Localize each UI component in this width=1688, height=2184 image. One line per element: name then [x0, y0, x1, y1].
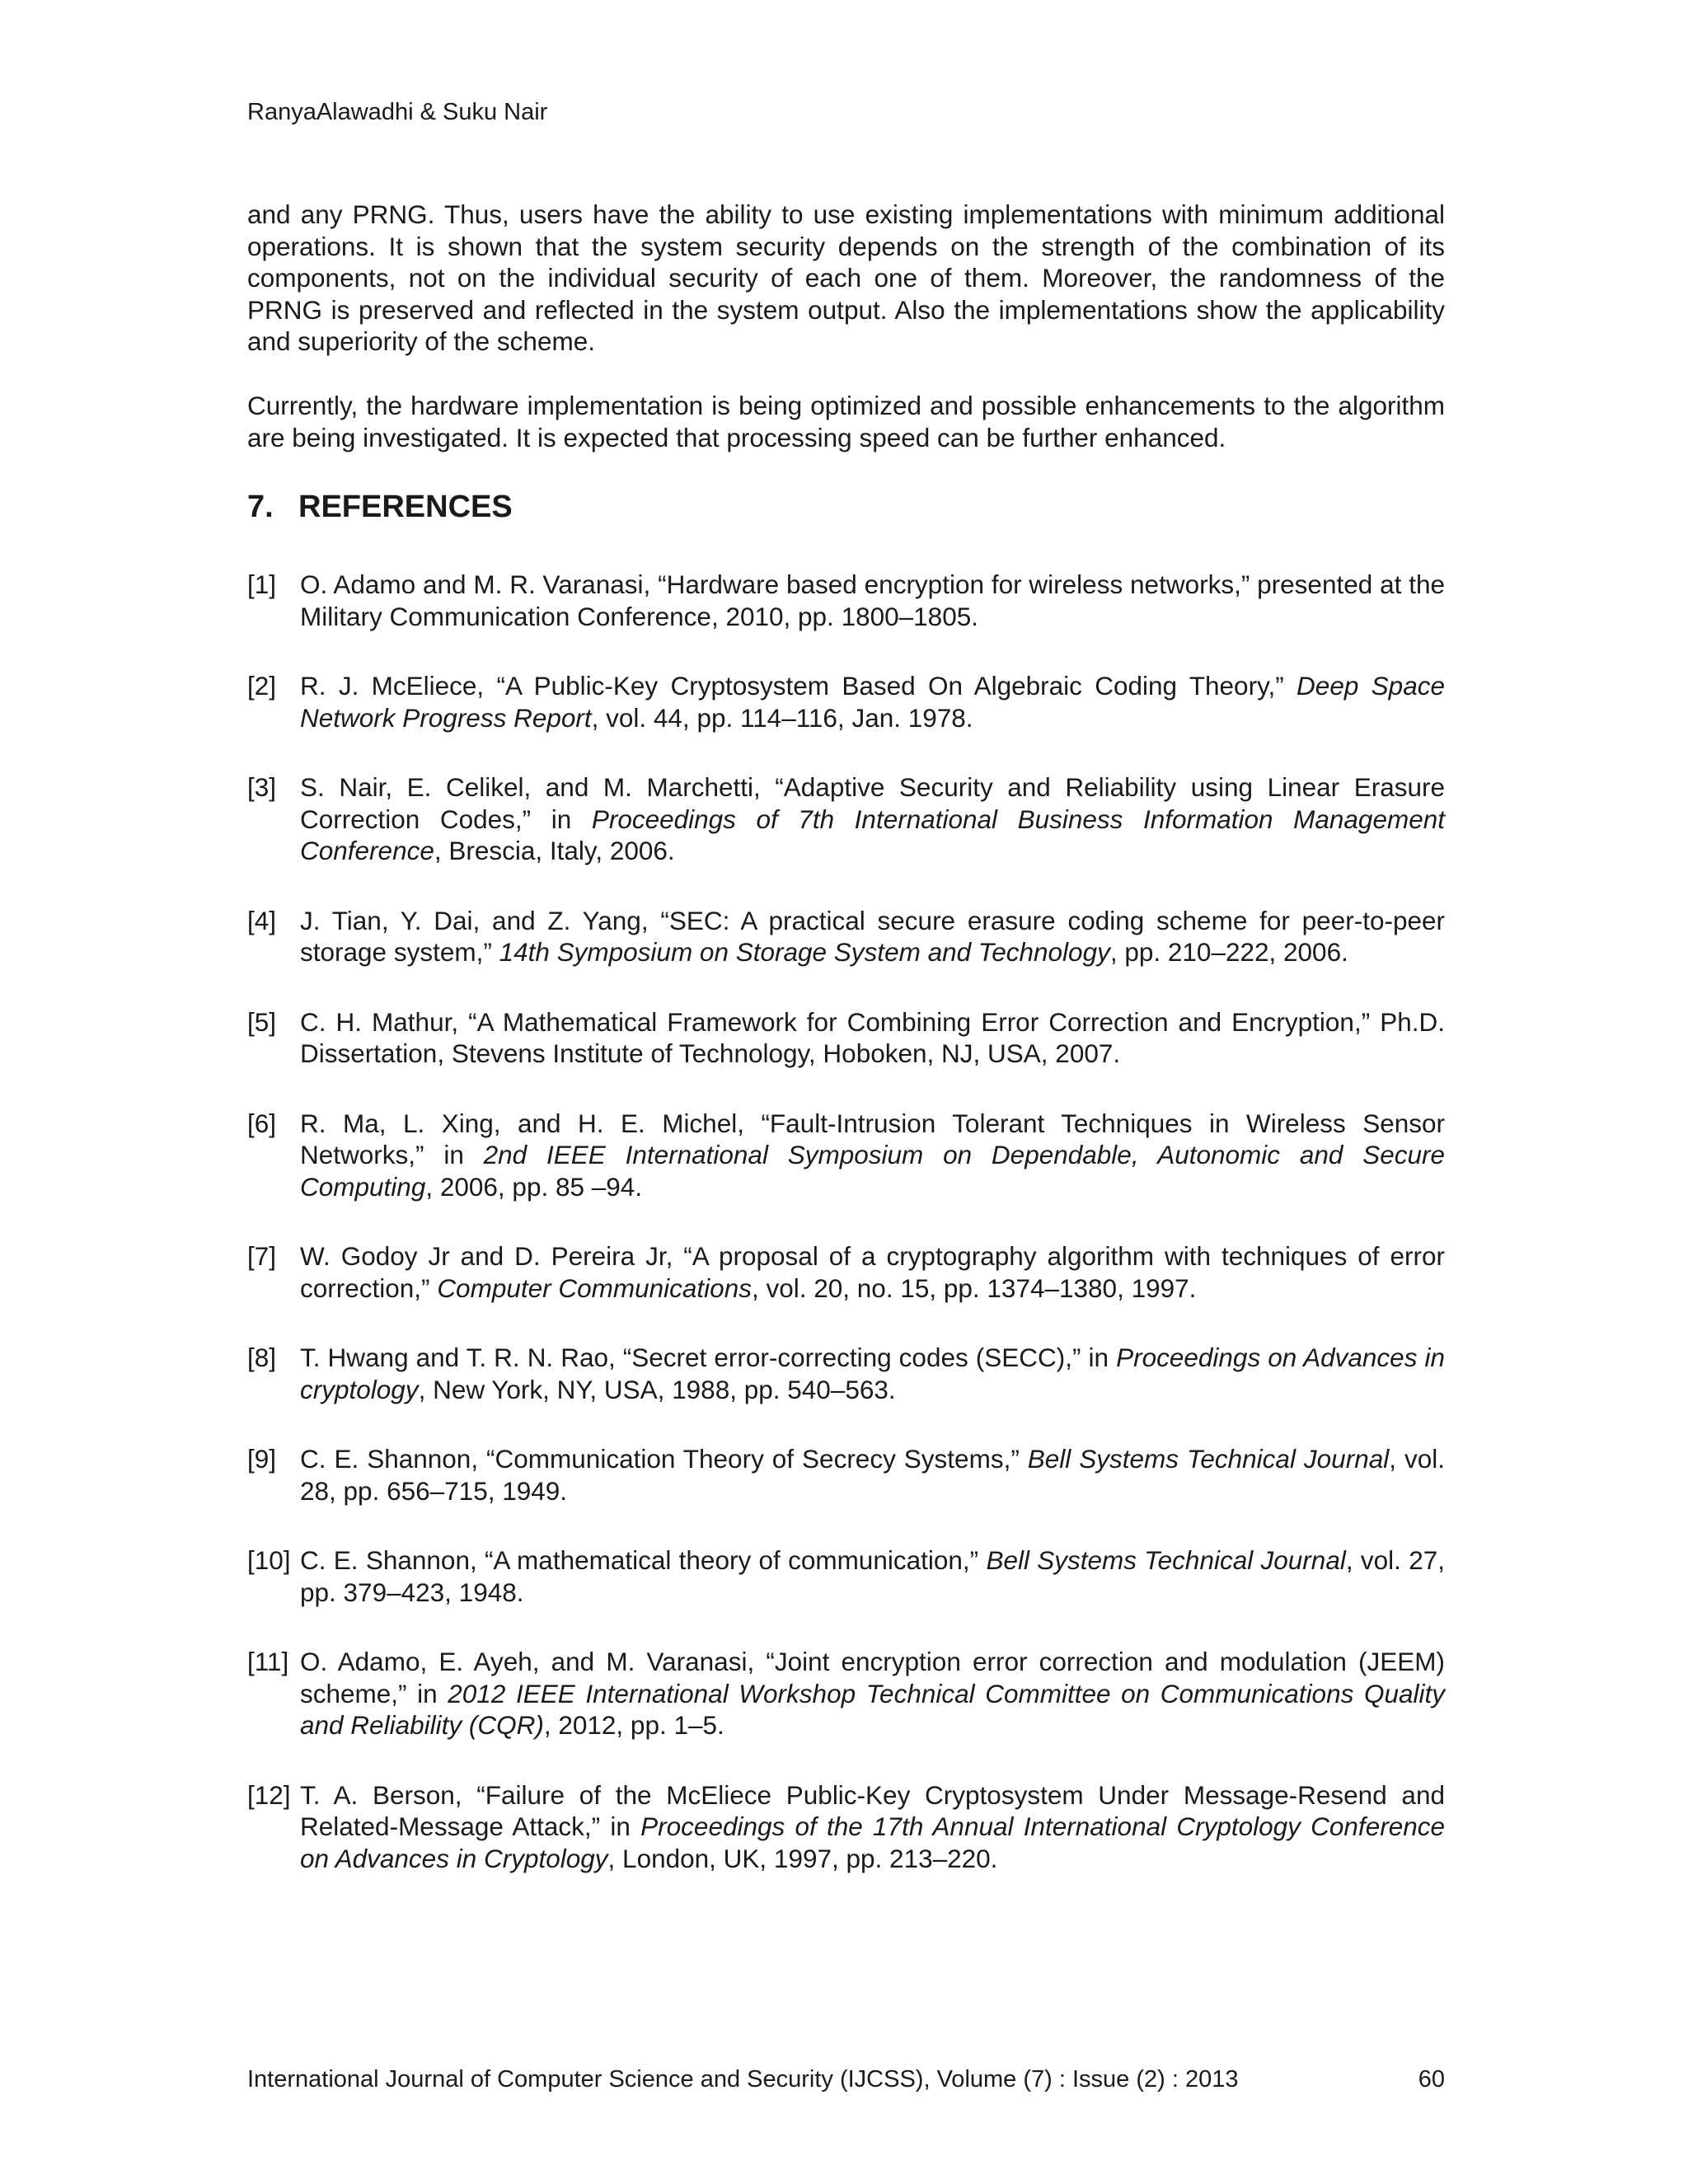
reference-item — [247, 1443, 1445, 1507]
reference-item — [247, 1108, 1445, 1203]
reference-text: R. Ma, L. Xing, and H. E. Michel, “Fault-Intrusion Tolerant Techniques in Wireless Sensor Networks,” in — [300, 1108, 1445, 1169]
body-paragraph-2: Currently, the hardware implementation is being optimized and possible enhancements to the algorithm are being investigated. It is expected that processing speed can be further enhanced. — [247, 391, 1445, 452]
reference-label: [5] — [247, 1006, 277, 1037]
reference-venue: Bell Systems Technical Journal — [986, 1545, 1346, 1575]
reference-text: C. E. Shannon, “Communication Theory of Secrecy Systems,” — [300, 1444, 1028, 1474]
reference-label: [3] — [247, 772, 277, 802]
page-number: 60 — [1418, 2066, 1445, 2093]
reference-label: [10] — [247, 1545, 291, 1575]
section-heading-references — [247, 488, 513, 526]
running-head: RanyaAlawadhi & Suku Nair — [247, 99, 548, 125]
reference-text: O. Adamo, E. Ayeh, and M. Varanasi, “Joint encryption error correction and modulation (JEEM) scheme,” in — [300, 1647, 1445, 1708]
reference-label: [2] — [247, 671, 277, 701]
reference-details: , Brescia, Italy, 2006. — [434, 836, 675, 865]
reference-text: R. J. McEliece, “A Public-Key Cryptosystem Based On Algebraic Coding Theory,” — [300, 671, 1297, 701]
reference-item — [247, 1544, 1445, 1608]
section-number: 7. — [247, 490, 274, 524]
body-paragraph-1: and any PRNG. Thus, users have the ability to use existing implementations with minimum additional operations. It is shown that the system security depends on the strength of the combination of its components, not on the individual security of each one of them. Moreover, the randomness of the PRNG is preserved and reflected in the system output. Also the implementations show the applicability and superiority of the scheme. — [247, 199, 1445, 356]
reference-details: , vol. 20, no. 15, pp. 1374–1380, 1997. — [751, 1272, 1197, 1303]
reference-details: , 2012, pp. 1–5. — [543, 1710, 724, 1740]
reference-text: J. Tian, Y. Dai, and Z. Yang, “SEC: A practical secure erasure coding scheme for peer-to-peer storage system,” — [300, 905, 1445, 967]
reference-venue: Deep Space Network Progress Report — [300, 671, 1445, 733]
reference-item — [247, 771, 1445, 867]
reference-label: [6] — [247, 1108, 277, 1138]
reference-label: [8] — [247, 1343, 277, 1372]
reference-list — [247, 569, 1445, 1912]
reference-text: W. Godoy Jr and D. Pereira Jr, “A proposal of a cryptography algorithm with techniques of error correction,” — [300, 1241, 1445, 1303]
reference-label: [1] — [247, 569, 277, 599]
reference-item — [247, 1779, 1445, 1875]
reference-item — [247, 670, 1445, 733]
reference-text: C. H. Mathur, “A Mathematical Framework for Combining Error Correction and Encryption,” Ph.D. Dissertation, Stevens Institute of Technology, Hoboken, NJ, USA, 2007. — [300, 1006, 1445, 1068]
reference-venue: 2012 IEEE International Workshop Technical Committee on Communications Quality and Reliability (CQR) — [300, 1678, 1445, 1740]
reference-venue: Proceedings of the 17th Annual International Cryptology Conference on Advances in Cryptology — [300, 1811, 1446, 1873]
reference-details: , London, UK, 1997, pp. 213–220. — [607, 1843, 998, 1873]
reference-details: , 2006, pp. 85 –94. — [425, 1171, 643, 1202]
reference-text: T. A. Berson, “Failure of the McEliece Public-Key Cryptosystem Under Message-Resend and Related-Message Attack,” in — [300, 1779, 1445, 1841]
reference-details: , New York, NY, USA, 1988, pp. 540–563. — [418, 1374, 896, 1404]
reference-item — [247, 1646, 1445, 1741]
reference-text: C. E. Shannon, “A mathematical theory of communication,” — [300, 1545, 987, 1575]
reference-details: , vol. 28, pp. 656–715, 1949. — [300, 1444, 1445, 1506]
reference-label: [9] — [247, 1444, 277, 1474]
reference-details: , pp. 210–222, 2006. — [1109, 937, 1348, 967]
reference-item — [247, 1006, 1445, 1070]
reference-label: [12] — [247, 1779, 291, 1810]
reference-item — [247, 569, 1445, 632]
reference-venue: Proceedings on Advances in cryptology — [300, 1343, 1445, 1404]
reference-details: , vol. 27, pp. 379–423, 1948. — [300, 1545, 1445, 1607]
section-title: REFERENCES — [298, 490, 513, 524]
reference-item — [247, 1240, 1445, 1304]
reference-venue: 14th Symposium on Storage System and Technology — [499, 937, 1110, 967]
reference-item — [247, 1342, 1445, 1405]
page-footer — [247, 2064, 1445, 2094]
reference-item — [247, 905, 1445, 968]
reference-details: , vol. 44, pp. 114–116, Jan. 1978. — [591, 702, 973, 733]
reference-text: T. Hwang and T. R. N. Rao, “Secret error-correcting codes (SECC),” in — [300, 1343, 1117, 1372]
reference-venue: Bell Systems Technical Journal — [1027, 1444, 1390, 1474]
reference-venue: Computer Communications — [437, 1272, 752, 1303]
reference-label: [11] — [247, 1647, 289, 1676]
reference-label: [7] — [247, 1241, 277, 1271]
reference-venue: 2nd IEEE International Symposium on Dependable, Autonomic and Secure Computing — [300, 1140, 1445, 1202]
reference-text: O. Adamo and M. R. Varanasi, “Hardware based encryption for wireless networks,” presented at the Military Communication Conference, 2010, pp. 1800–1805. — [300, 569, 1445, 631]
reference-label: [4] — [247, 905, 277, 935]
reference-text: S. Nair, E. Celikel, and M. Marchetti, “Adaptive Security and Reliability using Linear Erasure Correction Codes,” in — [300, 772, 1445, 834]
reference-venue: Proceedings of 7th International Business Information Management Conference — [300, 804, 1445, 865]
journal-citation: International Journal of Computer Science and Security (IJCSS), Volume (7) : Issue (2) : 2013 — [247, 2066, 1239, 2093]
